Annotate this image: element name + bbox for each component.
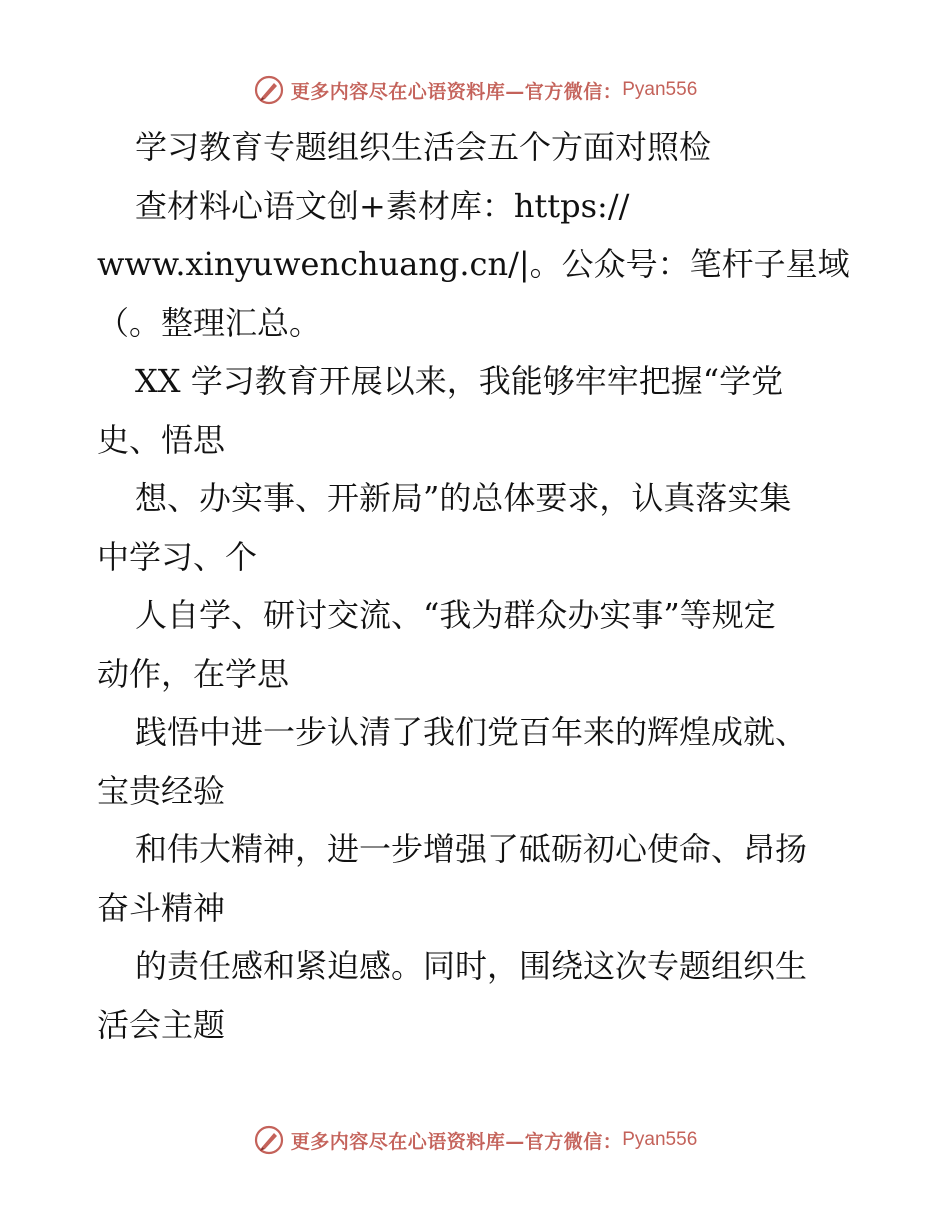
text-line: 的责任感和紧迫感。同时，围绕这次专题组织生 — [135, 947, 808, 985]
text-line: （。整理汇总。 — [97, 303, 322, 342]
pen-circle-icon — [253, 74, 285, 106]
pen-circle-icon — [253, 1124, 285, 1156]
text-line: 宝贵经验 — [97, 771, 226, 810]
banner-wechat-id: Pyan556 — [622, 1129, 698, 1150]
text-line: 践悟中进一步认清了我们党百年来的辉煌成就、 — [135, 713, 808, 751]
banner-wechat-id: Pyan556 — [622, 79, 698, 100]
text-line: 查材料心语文创+素材库：https:// — [135, 186, 630, 225]
text-line: 想、办实事、开新局”的总体要求，认真落实集 — [135, 479, 792, 517]
banner-text: 更多内容尽在心语资料库—官方微信： — [290, 1130, 623, 1153]
text-line: 奋斗精神 — [97, 888, 226, 927]
text-line: www.xinyuwenchuang.cn/|。公众号：笔杆子星域 — [97, 245, 850, 283]
text-line: 中学习、个 — [97, 537, 258, 576]
text-line: 动作，在学思 — [97, 654, 290, 693]
text-line: XX 学习教育开展以来，我能够牢牢把握“学党 — [135, 362, 784, 400]
footer-watermark-banner — [0, 1118, 950, 1162]
text-line: 学习教育专题组织生活会五个方面对照检 — [135, 128, 712, 166]
text-line: 活会主题 — [97, 1005, 226, 1044]
header-watermark-banner — [0, 68, 950, 112]
banner-text: 更多内容尽在心语资料库—官方微信： — [290, 80, 623, 103]
document-body — [97, 118, 857, 1054]
text-line: 人自学、研讨交流、“我为群众办实事”等规定 — [135, 596, 776, 634]
text-line: 和伟大精神，进一步增强了砥砺初心使命、昂扬 — [135, 830, 808, 868]
text-line: 史、悟思 — [97, 420, 226, 459]
